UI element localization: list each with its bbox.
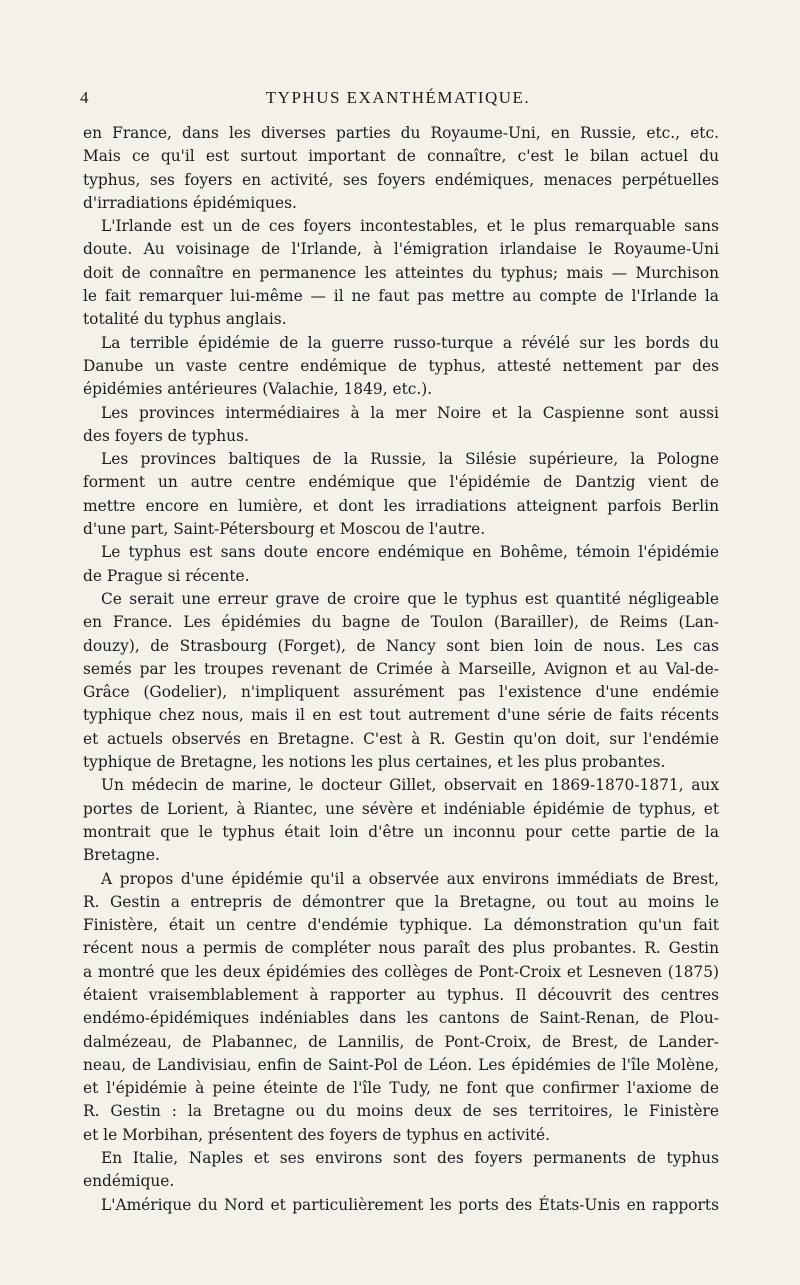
- text-line: R. Gestin : la Bretagne ou du moins deux de ses territoires, le Finistère: [83, 1102, 719, 1121]
- text-line: Le typhus est sans doute encore endémique en Bohême, témoin l'épidémie: [101, 543, 719, 562]
- text-line: semés par les troupes revenant de Crimée à Marseille, Avignon et au Val-de-: [83, 659, 719, 678]
- text-line: mettre encore en lumière, et dont les irradiations atteignent parfois Berlin: [83, 496, 719, 515]
- text-line: typhique chez nous, mais il en est tout autrement d'une série de faits récents: [83, 706, 719, 725]
- text-line: épidémies antérieures (Valachie, 1849, etc.).: [83, 380, 433, 399]
- text-line: et actuels observés en Bretagne. C'est à R. Gestin qu'on doit, sur l'endémie: [83, 729, 719, 748]
- text-line: Danube un vaste centre endémique de typhus, attesté nettement par des: [83, 356, 719, 375]
- text-line: forment un autre centre endémique que l'épidémie de Dantzig vient de: [83, 473, 719, 492]
- text-line: typhique de Bretagne, les notions les plus certaines, et les plus probantes.: [83, 753, 666, 772]
- text-line: en France. Les épidémies du bagne de Toulon (Barailler), de Reims (Lan-: [83, 613, 719, 632]
- text-line: en France, dans les diverses parties du Royaume-Uni, en Russie, etc., etc.: [83, 124, 719, 142]
- text-line: douzy), de Strasbourg (Forget), de Nancy sont bien loin de nous. Les cas: [83, 636, 719, 655]
- text-line: En Italie, Naples et ses environs sont des foyers permanents de typhus: [101, 1149, 719, 1168]
- text-line: La terrible épidémie de la guerre russo-turque a révélé sur les bords du: [101, 333, 719, 352]
- text-line: L'Amérique du Nord et particulièrement les ports des États-Unis en rapports: [101, 1195, 719, 1214]
- text-line: Grâce (Godelier), n'impliquent assurément pas l'existence d'une endémie: [83, 683, 719, 702]
- text-line: doit de connaître en permanence les atteintes du typhus; mais — Murchison: [83, 263, 719, 282]
- text-line: doute. Au voisinage de l'Irlande, à l'émigration irlandaise le Royaume-Uni: [83, 240, 719, 259]
- text-line: récent nous a permis de compléter nous paraît des plus probantes. R. Gestin: [83, 939, 719, 958]
- text-line: typhus, ses foyers en activité, ses foyers endémiques, menaces perpétuelles: [83, 170, 719, 189]
- body-text: [83, 122, 719, 1217]
- text-line: Mais ce qu'il est surtout important de connaître, c'est le bilan actuel du: [83, 147, 719, 166]
- text-line: d'irradiations épidémiques.: [83, 193, 297, 212]
- text-line: montrait que le typhus était loin d'être un inconnu pour cette partie de la: [83, 822, 719, 841]
- text-line: et l'épidémie à peine éteinte de l'île Tudy, ne font que confirmer l'axiome de: [83, 1079, 719, 1098]
- text-line: de Prague si récente.: [83, 566, 250, 585]
- running-title: TYPHUS EXANTHÉMATIQUE.: [265, 88, 531, 107]
- text-line: d'une part, Saint-Pétersbourg et Moscou de l'autre.: [83, 520, 486, 539]
- text-line: endémique.: [83, 1172, 175, 1191]
- text-line: le fait remarquer lui-même — il ne faut pas mettre au compte de l'Irlande la: [83, 287, 719, 306]
- text-line: R. Gestin a entrepris de démontrer que la Bretagne, ou tout au moins le: [83, 892, 719, 911]
- text-line: Finistère, était un centre d'endémie typhique. La démonstration qu'un fait: [83, 916, 719, 935]
- text-line: dalmézeau, de Plabannec, de Lannilis, de Pont-Croix, de Brest, de Lander-: [83, 1032, 719, 1051]
- text-line: étaient vraisemblablement à rapporter au typhus. Il découvrit des centres: [83, 985, 719, 1004]
- text-line: Bretagne.: [83, 846, 160, 865]
- text-line: Les provinces intermédiaires à la mer Noire et la Caspienne sont aussi: [101, 403, 719, 422]
- text-line: Les provinces baltiques de la Russie, la Silésie supérieure, la Pologne: [101, 450, 719, 469]
- text-line: a montré que les deux épidémies des collèges de Pont-Croix et Lesneven (1875): [83, 962, 719, 981]
- text-line: L'Irlande est un de ces foyers incontestables, et le plus remarquable sans: [101, 217, 719, 236]
- text-line: Ce serait une erreur grave de croire que le typhus est quantité négligeable: [101, 589, 719, 608]
- text-line: totalité du typhus anglais.: [83, 310, 287, 329]
- running-head: [80, 88, 716, 110]
- text-line: Un médecin de marine, le docteur Gillet, observait en 1869-1870-1871, aux: [101, 776, 719, 795]
- text-line: et le Morbihan, présentent des foyers de typhus en activité.: [83, 1125, 551, 1144]
- text-line: portes de Lorient, à Riantec, une sévère et indéniable épidémie de typhus, et: [83, 799, 719, 818]
- text-line: A propos d'une épidémie qu'il a observée aux environs immédiats de Brest,: [101, 869, 719, 888]
- text-line: endémo-épidémiques indéniables dans les cantons de Saint-Renan, de Plou-: [83, 1009, 719, 1028]
- text-line: neau, de Landivisiau, enfin de Saint-Pol de Léon. Les épidémies de l'île Molène,: [83, 1055, 719, 1074]
- page-number: 4: [80, 88, 90, 107]
- text-line: des foyers de typhus.: [83, 426, 249, 445]
